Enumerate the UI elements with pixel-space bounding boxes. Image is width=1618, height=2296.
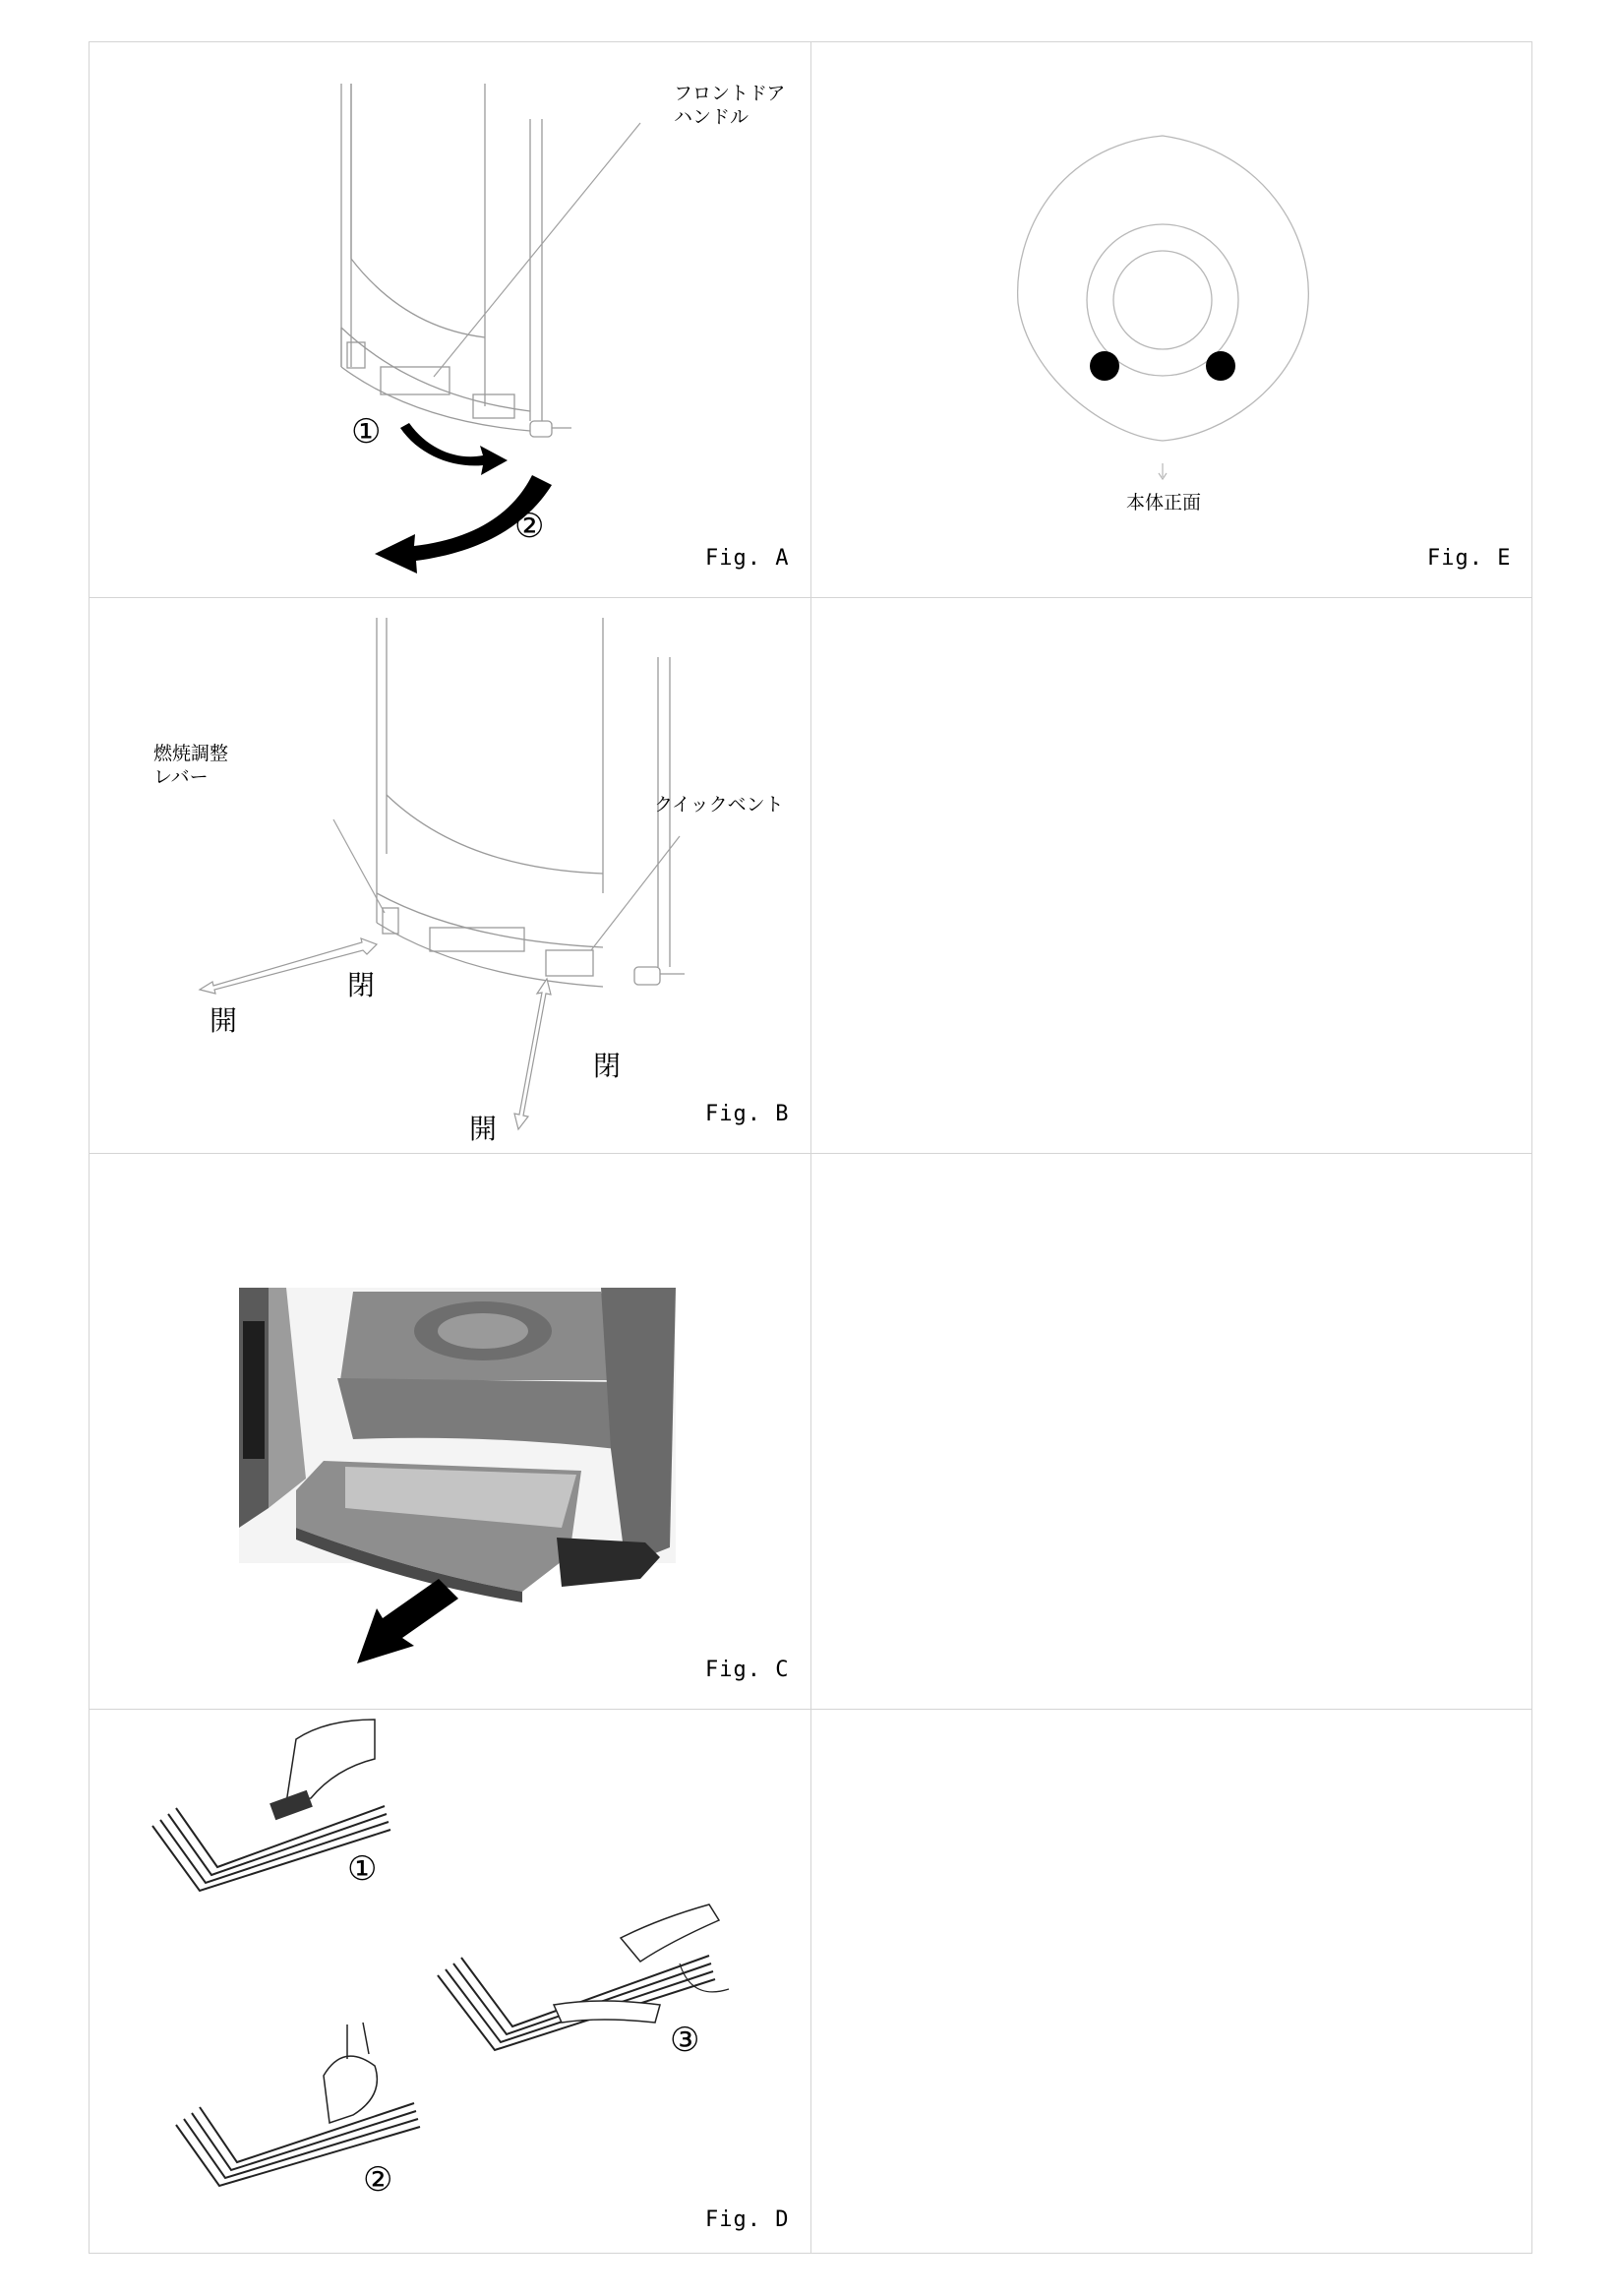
anchor-point [1206,351,1235,381]
fig-d-panel [90,1710,810,2255]
figure-grid [89,41,1532,2254]
front-door-handle-callout [674,82,785,129]
empty-panel [811,1710,1533,2255]
step-number: ③ [670,2021,700,2060]
anchor-point [1090,351,1119,381]
quick-vent-callout: クイックベント [654,794,784,816]
empty-panel [811,1154,1533,1709]
figure-label: Fig. E [1427,546,1512,571]
callout-line-1: 燃焼調整 [153,743,229,764]
figure-label: Fig. D [705,2207,790,2232]
fig-a-panel [90,42,810,597]
step-number: ① [347,1849,378,1889]
open-label: 開 [210,1004,238,1037]
fig-e-panel [811,42,1533,597]
fig-c-panel [90,1154,810,1709]
front-of-unit-label: 本体正面 [1126,492,1202,514]
close-label: 閉 [347,969,376,1001]
figure-label: Fig. A [705,546,790,571]
gasket-cleaning-steps [90,1710,810,2255]
combustion-lever-callout [153,742,228,789]
callout-line-2: レバー [153,766,209,788]
fig-b-panel [90,598,810,1153]
ash-pan-photo [90,1154,810,1709]
callout-line-2: ハンドル [674,106,749,128]
figure-label: Fig. B [705,1102,790,1126]
open-label: 開 [469,1113,498,1145]
empty-panel [811,598,1533,1153]
close-label: 閉 [593,1050,622,1082]
figure-label: Fig. C [705,1658,790,1682]
stove-vents-illustration [90,598,810,1153]
step-number: ① [351,412,382,452]
step-number: ② [363,2160,393,2200]
step-number: ② [514,507,545,546]
callout-line-1: フロントドア [674,83,786,104]
